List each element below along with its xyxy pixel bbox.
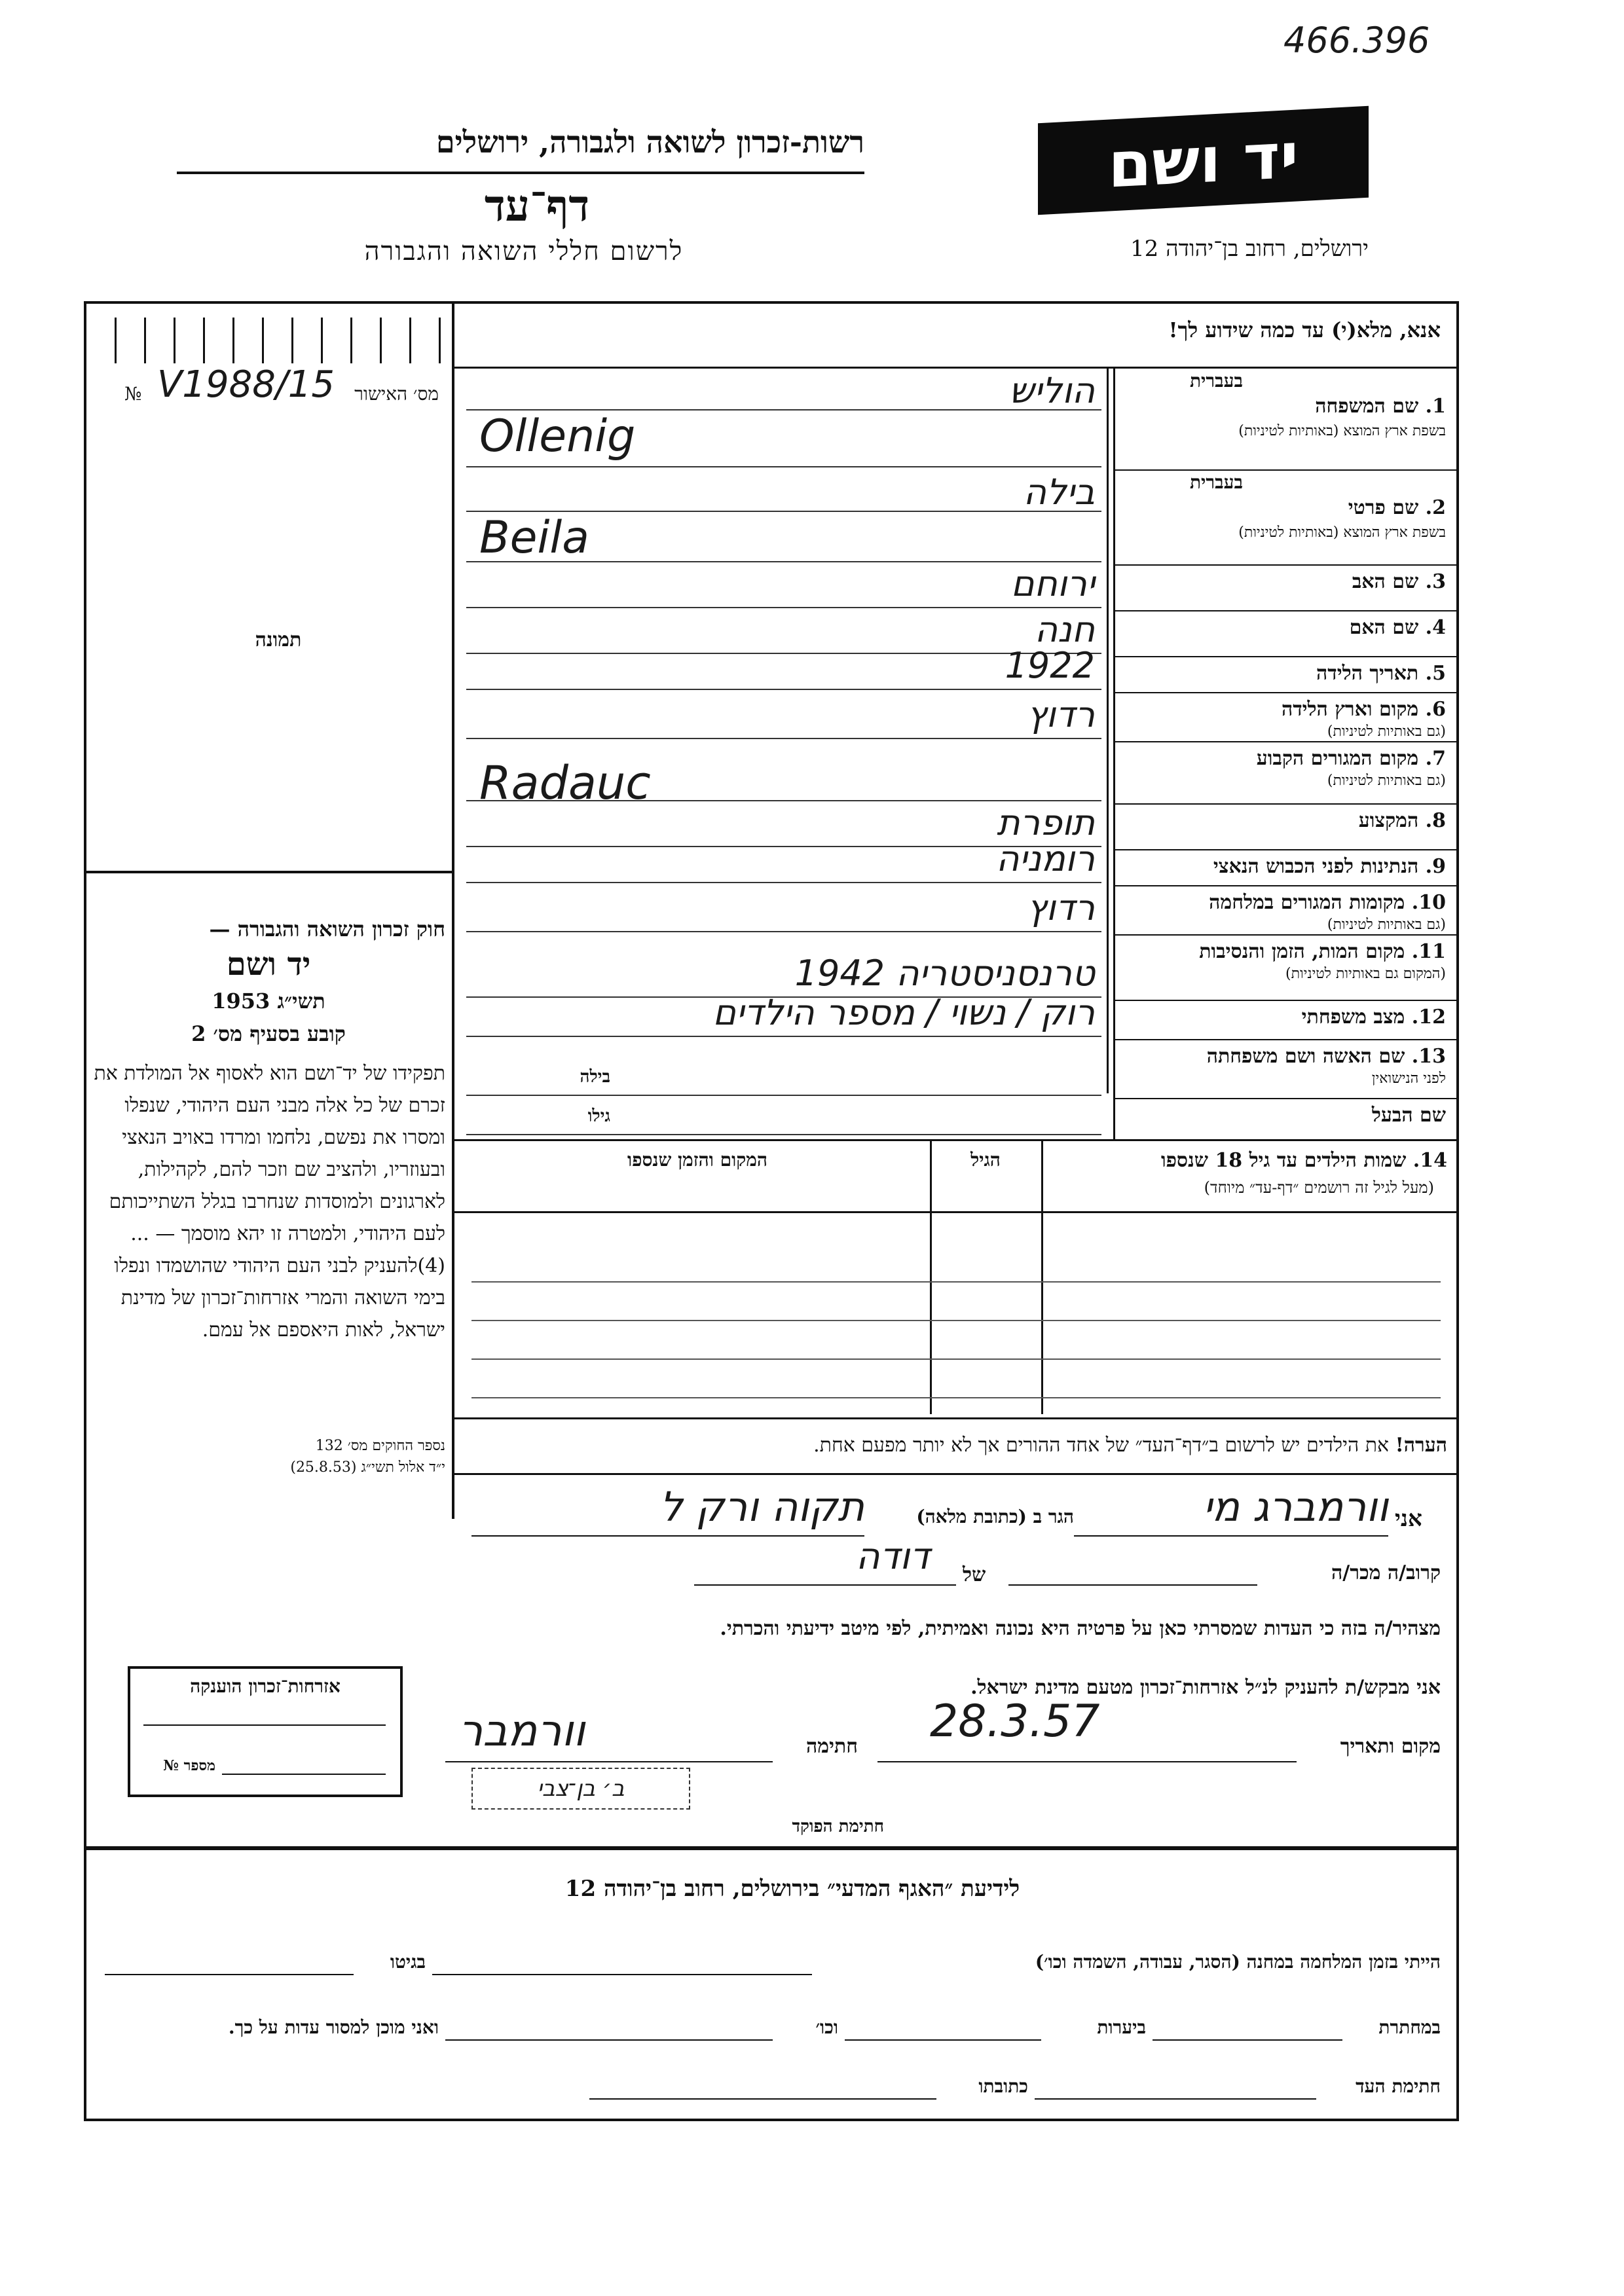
official-stamp-box — [471, 1768, 690, 1810]
field-label-text: מצב משפחתי — [1301, 1006, 1405, 1029]
approval-number[interactable]: V1988/15 — [157, 363, 335, 406]
place-date-label: מקום ותאריך — [1340, 1735, 1441, 1758]
bottom-line2-a: במחתרת — [1378, 2016, 1441, 2038]
row-rule — [1113, 1000, 1459, 1001]
declarant-ani: אני — [1395, 1506, 1422, 1532]
citizenship-title: אזרחות־זכרון הוענקה — [190, 1675, 341, 1697]
field-label — [1132, 891, 1446, 914]
row-rule — [1113, 885, 1459, 886]
row-rule — [1113, 1039, 1459, 1040]
declarant-address[interactable]: תקוה ורק ל — [659, 1483, 864, 1531]
field-value[interactable]: טרנסניסטריה 1942 — [794, 953, 1095, 994]
declarant-residing — [877, 1506, 1074, 1528]
field-row — [453, 992, 1459, 1041]
bottom-title: לידיעת ״האגף המדעי״ בירושלים, רחוב בן־יהודה 12 — [564, 1876, 1020, 1902]
bottom-line2-fill-3 — [445, 2039, 773, 2041]
place-date-line — [877, 1761, 1297, 1762]
bottom-line1-fill — [432, 1974, 812, 1975]
field-row — [453, 1100, 1459, 1139]
field-value[interactable]: רומניה — [996, 838, 1095, 879]
top-note-rule — [453, 367, 1459, 369]
field-value[interactable]: רוק / נשוי / מספר הילדים — [712, 992, 1095, 1033]
address: ירושלים, רחוב בן־יהודה 12 — [1130, 236, 1369, 262]
request-text: אני מבקש/ת להעניק לנ״ל אזרחות־זכרון מטעם מדינת ישראל. — [970, 1676, 1441, 1699]
field-value[interactable]: ירוחם — [1010, 563, 1095, 604]
field-underline — [466, 738, 1101, 739]
relation-line — [694, 1584, 956, 1586]
field-label — [1132, 662, 1446, 685]
field-underline — [466, 607, 1101, 608]
row-rule — [1113, 469, 1459, 471]
row-rule — [1113, 849, 1459, 850]
field-label — [1132, 395, 1446, 418]
field-number: 7. — [1425, 747, 1446, 770]
field-label — [1132, 809, 1446, 832]
signature-label: חתימה — [806, 1735, 858, 1758]
field-label-text: מקום המות, הזמן והנסיבות — [1199, 940, 1405, 963]
approval-label: מס׳ האישור — [354, 383, 439, 405]
field-value[interactable]: Beila — [479, 512, 589, 564]
field-number: 8. — [1425, 809, 1446, 832]
field-label-text: שם הבעל — [1371, 1104, 1446, 1127]
bottom-section-rule — [84, 1846, 1459, 1850]
field-number: 13. — [1411, 1045, 1446, 1068]
field-label-text: מקום וארץ הלידה — [1281, 698, 1419, 721]
children-row-lines — [471, 1244, 1441, 1401]
field-row — [453, 370, 1459, 471]
field-hebrew-tag: בעברית — [1189, 471, 1243, 493]
field-number: 1. — [1425, 395, 1446, 418]
children-header-sub: (מעל לגיל זה רושמים ״דף-עד״ מיוחד) — [1204, 1178, 1434, 1197]
children-age-col: הגיל — [970, 1149, 1001, 1171]
authority-title: רשות-זכרון לשואה ולגבורה, ירושלים — [435, 124, 864, 160]
field-label — [1132, 940, 1446, 963]
field-label-text: הנתינות לפני הכבוש הנאצי — [1213, 855, 1419, 878]
field-number: 10. — [1411, 891, 1446, 914]
remark-label: הערה! — [1395, 1434, 1447, 1457]
remark-text: את הילדים יש לרשום ב״דף־העד״ של אחד ההורים אך לא יותר מפעם אחת. — [813, 1434, 1390, 1457]
row-rule — [1113, 934, 1459, 936]
row-rule — [1113, 656, 1459, 657]
field-label-text: שם האשה ושם משפחתה — [1206, 1045, 1405, 1068]
bottom-line2-b: ביערות — [1097, 2016, 1146, 2038]
relative-line — [1008, 1584, 1257, 1586]
authority-underline — [177, 172, 864, 174]
field-sublabel: לפני הנישואין — [1371, 1070, 1446, 1087]
bottom-line3-fill-2 — [589, 2098, 936, 2100]
field-underline — [466, 931, 1101, 932]
field-sublabel: (גם באותיות לטיניות) — [1327, 773, 1446, 789]
field-underline — [466, 1134, 1101, 1135]
field-number: 3. — [1425, 570, 1446, 593]
field-number: 9. — [1425, 855, 1446, 878]
bottom-line1-fill-2 — [105, 1974, 354, 1975]
law-yad-vashem: יד ושם — [226, 946, 311, 983]
field-value[interactable]: 1922 — [1005, 645, 1095, 686]
citizenship-line — [143, 1724, 386, 1726]
address-hint: (כתובת מלאה) — [916, 1506, 1027, 1527]
bottom-line3-b: כתובתו — [978, 2075, 1028, 2097]
field-label-text: המקצוע — [1358, 809, 1419, 832]
remark-bottom-rule — [453, 1473, 1459, 1475]
official-label: חתימת הפוקד — [792, 1817, 884, 1836]
field-label — [1132, 616, 1446, 639]
bottom-line2-c: וכו׳ — [815, 2016, 838, 2038]
field-value[interactable]: Radauc — [479, 756, 651, 810]
approval-boxes — [115, 318, 442, 363]
field-sublabel: (גם באותיות לטיניות) — [1327, 723, 1446, 740]
relation-value[interactable]: דודה — [856, 1535, 930, 1578]
bottom-line2-fill-1 — [1153, 2039, 1342, 2041]
yad-vashem-logo — [1038, 106, 1369, 215]
field-value[interactable]: Ollenig — [479, 410, 636, 462]
field-underline — [466, 689, 1101, 690]
field-row — [453, 645, 1459, 694]
law-clause: קובע בסעיף מס׳ 2 — [191, 1021, 346, 1046]
corner-number: 466.396 — [1283, 20, 1430, 61]
row-rule — [1113, 741, 1459, 742]
field-label — [1132, 496, 1446, 519]
signature-line — [445, 1761, 773, 1762]
bottom-line1-b: בגיטו — [390, 1951, 426, 1973]
approval-number-sign: № — [124, 383, 142, 405]
field-number: 5. — [1425, 662, 1446, 685]
children-top-rule — [453, 1139, 1459, 1141]
field-number: 12. — [1411, 1006, 1446, 1029]
field-extra: גילו — [587, 1106, 610, 1126]
field-number: 11. — [1411, 940, 1446, 963]
field-hebrew-tag: בעברית — [1189, 370, 1243, 392]
field-number: 4. — [1425, 616, 1446, 639]
field-row — [453, 887, 1459, 936]
field-row — [453, 471, 1459, 566]
relative-label: קרוב/ה מכר/ה — [1331, 1561, 1441, 1584]
field-underline — [466, 1095, 1101, 1096]
bottom-line1-a: הייתי בזמן המלחמה במחנה (הסגר, עבודה, השמדה וכו׳) — [1035, 1951, 1441, 1973]
field-number: 2. — [1425, 496, 1446, 519]
children-header-text: שמות הילדים עד גיל 18 שנספו — [1160, 1149, 1407, 1172]
photo-divider — [84, 871, 453, 873]
residing-label: הגר ב — [1033, 1506, 1074, 1527]
field-underline — [466, 466, 1101, 467]
citizenship-box — [128, 1666, 403, 1797]
field-label-text: מקום המגורים הקבוע — [1256, 747, 1419, 770]
relation-of: של — [963, 1563, 986, 1586]
bottom-line3-a: חתימת העד — [1356, 2075, 1441, 2097]
photo-label: תמונה — [255, 629, 302, 651]
field-underline — [466, 882, 1101, 883]
field-value[interactable]: בילה — [1023, 471, 1095, 513]
bottom-line3-fill-1 — [1035, 2098, 1316, 2100]
bottom-line2-d: ואני מוכן למסור עדות על כך. — [228, 2016, 439, 2038]
field-number: 6. — [1425, 698, 1446, 721]
field-extra: בילה — [580, 1067, 610, 1087]
field-row — [453, 563, 1459, 612]
field-label-text: מקומות המגורים במלחמה — [1209, 891, 1405, 914]
row-rule — [1113, 803, 1459, 805]
declarant-name-line — [1074, 1535, 1388, 1537]
field-row — [453, 743, 1459, 810]
field-sublabel: בשפת ארץ המוצא (באותיות לטיניות) — [1238, 524, 1446, 541]
children-header-num: 14. — [1412, 1149, 1447, 1172]
field-sublabel: (המקום גם באותיות לטיניות) — [1285, 966, 1446, 982]
field-label-text: שם המשפחה — [1315, 395, 1419, 418]
children-header-rule — [453, 1211, 1459, 1213]
field-label-text: שם האב — [1352, 570, 1419, 593]
row-rule — [1113, 692, 1459, 693]
children-header — [1041, 1149, 1447, 1172]
place-date-value[interactable]: 28.3.57 — [930, 1696, 1100, 1747]
field-value[interactable]: רדוץ — [1027, 694, 1095, 735]
remark-top-rule — [453, 1417, 1459, 1419]
official-stamp: ב׳ בן־צבי — [537, 1776, 625, 1802]
declarant-name[interactable]: וורמברג מי — [1203, 1483, 1388, 1531]
field-sublabel: (גם באותיות לטיניות) — [1327, 917, 1446, 933]
row-rule — [1113, 564, 1459, 566]
field-label — [1132, 1045, 1446, 1068]
field-underline — [466, 1036, 1101, 1037]
law-body: תפקידו של יד־ושם הוא לאסוף אל המולדת את זכרם של כל אלה מבני העם היהודי, שנפלו ומסרו את נפשם, נלחמו ומרדו באויב הנאצי ובעוזריו, ולהציב שם וזכר להם, לקהילות, לארגונים ולמוסדות שנחרבו בגלל השתייכותם לעם היהודי, ולמטרה זו יהא מוסמך — ...(4)להעניק לבני העם היהודי שהושמדו ונפלו בימי השואה והמרי אזרחות־זכרון של מדינת ישראל, לאות היאספם אל עמם. — [94, 1062, 445, 1341]
row-rule — [1113, 610, 1459, 611]
declaration-text: מצהיר/ה בזה כי העדות שמסרתי כאן על פרטיה היא נכונה ואמיתית, לפי מיטב ידיעתי והכרתי. — [720, 1617, 1441, 1640]
field-label — [1132, 570, 1446, 593]
law-title: חוק זכרון השואה והגבורה — — [209, 917, 445, 941]
field-label — [1132, 698, 1446, 721]
field-label-text: שם האם — [1349, 616, 1419, 639]
field-row — [453, 838, 1459, 887]
law-footnote-2: י״ד אלול תשי״ג (25.8.53) — [290, 1459, 445, 1476]
field-label — [1132, 855, 1446, 878]
field-row — [453, 1041, 1459, 1100]
field-label — [1132, 1006, 1446, 1029]
field-value[interactable]: תופרת — [997, 802, 1095, 843]
row-rule — [1113, 1098, 1459, 1099]
bottom-line2-fill-2 — [845, 2039, 1041, 2041]
remark — [465, 1434, 1447, 1457]
field-value[interactable]: חנה — [1034, 609, 1095, 650]
signature[interactable]: וורמבר — [458, 1705, 585, 1756]
field-label-text: תאריך הלידה — [1316, 662, 1419, 685]
top-note: אנא, מלא(י) עד כמה שידוע לך! — [1168, 318, 1441, 342]
field-sublabel: בשפת ארץ המוצא (באותיות לטיניות) — [1238, 423, 1446, 439]
field-value[interactable]: הוליש — [1008, 370, 1095, 411]
field-value[interactable]: רדוץ — [1027, 887, 1095, 928]
field-row — [453, 694, 1459, 743]
logo-text: יד ושם — [1108, 118, 1299, 202]
citizenship-number-label: מספר № — [163, 1757, 215, 1774]
form-subtitle: לרשום חללי השואה והגבורה — [364, 236, 684, 266]
form-title: דף־עד — [484, 180, 590, 231]
law-year: תשי״ג 1953 — [212, 989, 325, 1013]
field-label-text: שם פרטי — [1348, 496, 1419, 519]
law-footnote-1: נספר החוקים מס׳ 132 — [315, 1438, 445, 1454]
field-label — [1132, 1104, 1446, 1127]
children-place-col: המקום והזמן שנספו — [627, 1149, 767, 1171]
field-label — [1132, 747, 1446, 770]
citizenship-number-line — [222, 1774, 386, 1775]
